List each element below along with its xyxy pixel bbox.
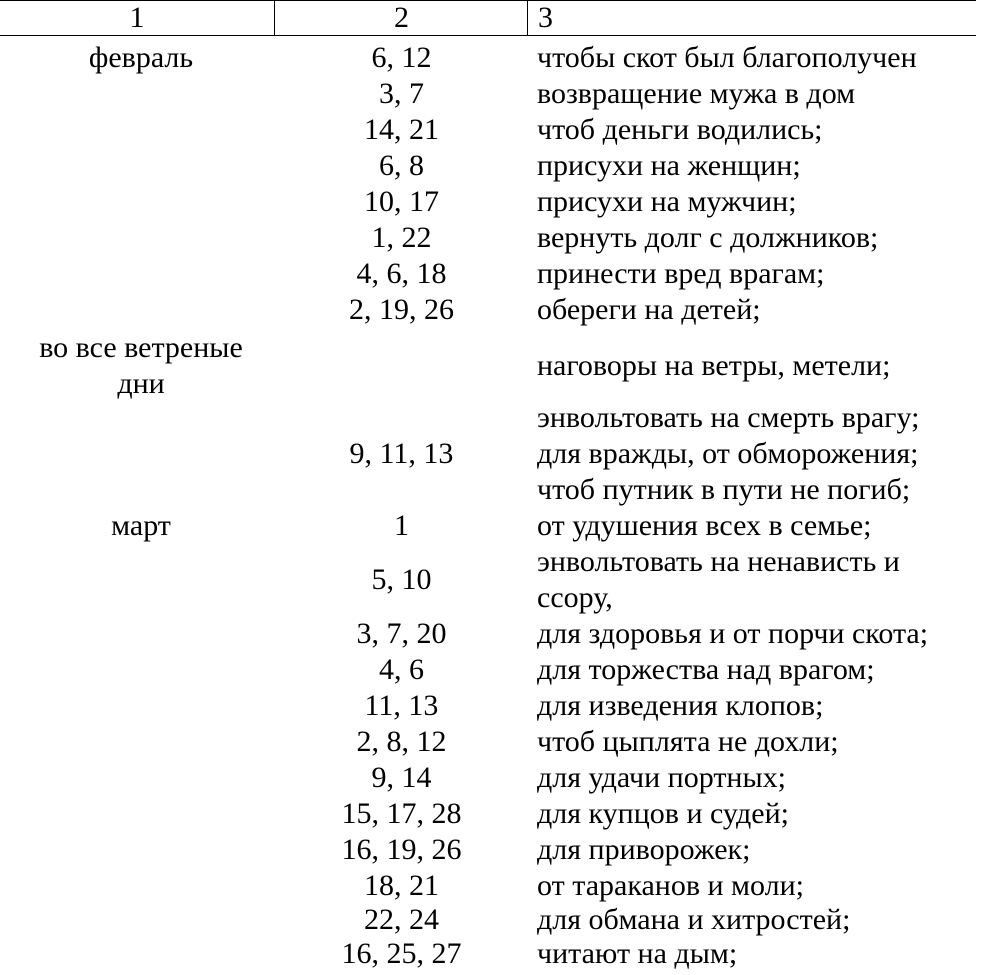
purpose-cell: для купцов и судей; <box>537 797 790 830</box>
purpose-cell: от тараканов и моли; <box>537 869 804 902</box>
purpose-cell: чтоб цыплята не дохли; <box>537 725 839 758</box>
days-cell: 14, 21 <box>364 113 439 146</box>
purpose-cell: от удушения всех в семье; <box>537 509 872 542</box>
header-col-2: 2 <box>274 1 528 35</box>
month-cell: во все ветреные <box>39 331 243 364</box>
days-cell: 18, 21 <box>364 869 439 902</box>
month-cell: дни <box>117 367 165 400</box>
purpose-cell: для изведения клопов; <box>537 689 824 722</box>
days-cell: 3, 7 <box>379 77 424 110</box>
purpose-cell: чтобы скот был благополучен <box>537 41 917 74</box>
days-cell: 2, 8, 12 <box>356 725 447 758</box>
purpose-cell: для обмана и хитростей; <box>537 903 851 936</box>
header-col-1: 1 <box>129 1 145 34</box>
month-cell: март <box>111 509 171 542</box>
purpose-cell: для вражды, от обморожения; <box>537 437 919 470</box>
purpose-cell: для удачи портных; <box>537 761 786 794</box>
purpose-cell: энвольтовать на смерть врагу; <box>537 401 920 434</box>
header-col-3: 3 <box>527 1 976 35</box>
purpose-cell: для торжества над врагом; <box>537 653 875 686</box>
days-cell: 16, 19, 26 <box>341 833 462 866</box>
purpose-cell: чтоб деньги водились; <box>537 113 823 146</box>
days-cell: 15, 17, 28 <box>341 797 462 830</box>
days-cell: 4, 6, 18 <box>356 257 447 290</box>
days-cell: 9, 14 <box>371 761 432 794</box>
days-cell: 6, 12 <box>371 41 432 74</box>
days-cell: 10, 17 <box>364 185 439 218</box>
purpose-cell: обереги на детей; <box>537 293 761 326</box>
days-cell: 2, 19, 26 <box>349 293 454 326</box>
days-cell: 11, 13 <box>364 689 439 722</box>
purpose-cell: присухи на мужчин; <box>537 185 797 218</box>
purpose-cell: для здоровья и от порчи скота; <box>537 617 929 650</box>
days-cell: 22, 24 <box>364 903 439 936</box>
table-header <box>0 0 976 36</box>
month-cell: февраль <box>88 41 194 74</box>
purpose-cell: ссору, <box>537 581 613 614</box>
purpose-cell: чтоб путник в пути не погиб; <box>537 473 911 506</box>
purpose-cell: для приворожек; <box>537 833 751 866</box>
days-cell: 5, 10 <box>371 563 432 596</box>
days-cell: 1 <box>394 509 409 542</box>
purpose-cell: возвращение мужа в дом <box>537 77 856 110</box>
days-cell: 1, 22 <box>371 221 432 254</box>
purpose-cell: присухи на женщин; <box>537 149 801 182</box>
days-cell: 9, 11, 13 <box>349 437 454 470</box>
days-cell: 16, 25, 27 <box>341 937 462 970</box>
purpose-cell: принести вред врагам; <box>537 257 825 290</box>
days-cell: 4, 6 <box>379 653 424 686</box>
days-cell: 6, 8 <box>379 149 424 182</box>
purpose-cell: вернуть долг с должников; <box>537 221 879 254</box>
purpose-cell: читают на дым; <box>537 937 738 970</box>
purpose-cell: энвольтовать на ненависть и <box>537 545 900 578</box>
purpose-cell: наговоры на ветры, метели; <box>537 349 891 382</box>
days-cell: 3, 7, 20 <box>356 617 447 650</box>
